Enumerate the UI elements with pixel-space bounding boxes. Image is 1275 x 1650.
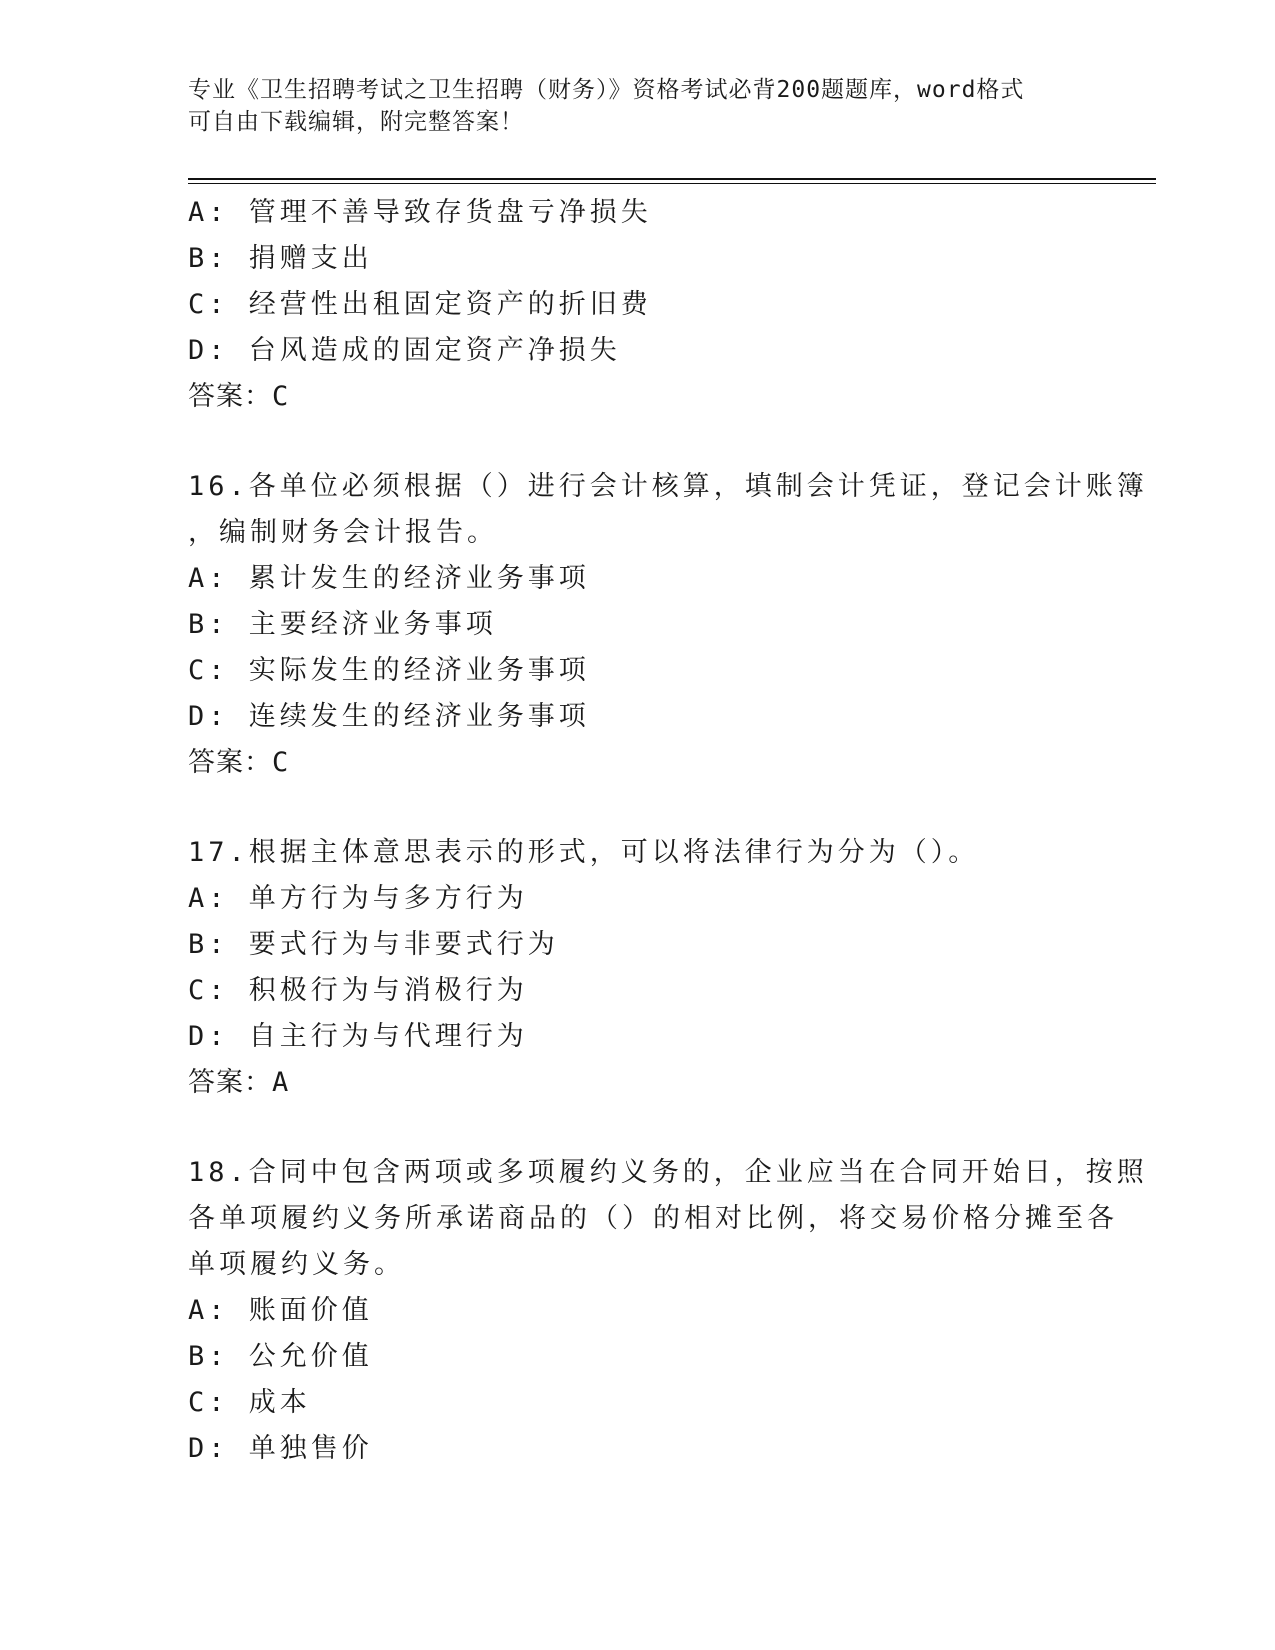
option-a: A: 管理不善导致存货盘亏净损失 [188,197,652,228]
question-stem-line: 18.合同中包含两项或多项履约义务的，企业应当在合同开始日，按照 [188,1157,1148,1188]
question-18 [188,1150,1148,1472]
option-b: B: 公允价值 [188,1341,373,1372]
answer-label: 答案： [188,747,272,778]
option-c: C: 经营性出租固定资产的折旧费 [188,289,652,320]
option-c: C: 成本 [188,1387,311,1418]
header-divider-thin [188,183,1156,184]
option-b: B: 主要经济业务事项 [188,609,497,640]
answer-value: C [272,381,290,412]
answer-label: 答案： [188,1067,272,1098]
option-c: C: 积极行为与消极行为 [188,975,528,1006]
option-d: D: 台风造成的固定资产净损失 [188,335,621,366]
question-15 [188,190,1088,420]
question-16 [188,464,1148,786]
answer-line [188,740,1088,786]
question-stem-line: 16.各单位必须根据（）进行会计核算，填制会计凭证，登记会计账簿 [188,471,1148,502]
document-header [188,74,1068,138]
question-stem-line: 单项履约义务。 [188,1249,405,1280]
question-stem-line: 17.根据主体意思表示的形式，可以将法律行为分为（）。 [188,837,980,868]
answer-line [188,374,1088,420]
option-a: A: 单方行为与多方行为 [188,883,528,914]
question-17 [188,830,1088,1106]
header-line-2: 可自由下载编辑，附完整答案！ [188,109,524,135]
answer-label: 答案： [188,381,272,412]
option-d: D: 连续发生的经济业务事项 [188,701,590,732]
option-d: D: 自主行为与代理行为 [188,1021,528,1052]
answer-line [188,1060,1088,1106]
question-list [188,190,1148,1472]
option-c: C: 实际发生的经济业务事项 [188,655,590,686]
question-stem-line: ，编制财务会计报告。 [188,517,498,548]
answer-value: C [272,747,290,778]
header-line-1: 专业《卫生招聘考试之卫生招聘（财务）》资格考试必背200题题库，word格式 [188,77,1025,103]
option-a: A: 账面价值 [188,1295,373,1326]
header-divider-thick [188,178,1156,180]
answer-value: A [272,1067,290,1098]
option-d: D: 单独售价 [188,1433,373,1464]
question-stem-line: 各单项履约义务所承诺商品的（）的相对比例，将交易价格分摊至各 [188,1203,1118,1234]
option-b: B: 捐赠支出 [188,243,373,274]
option-a: A: 累计发生的经济业务事项 [188,563,590,594]
option-b: B: 要式行为与非要式行为 [188,929,559,960]
